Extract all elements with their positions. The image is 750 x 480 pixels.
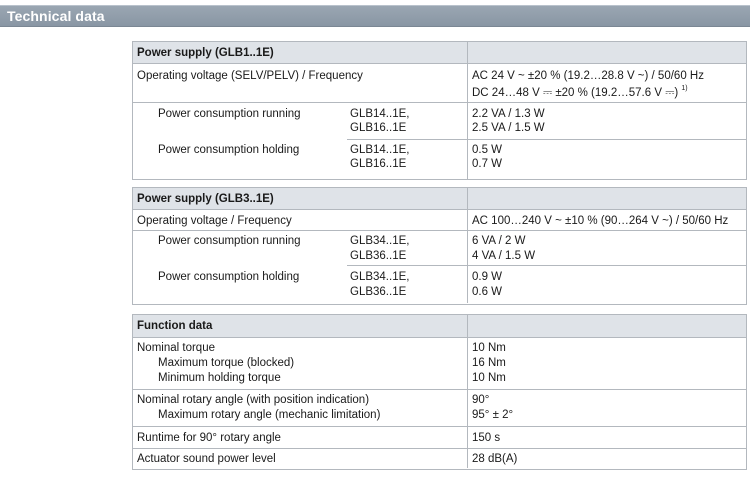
operating-voltage-ac: AC 24 V ~ ±20 % (19.2…28.8 V ~) / 50/60 Hz — [472, 70, 704, 82]
minimum-torque-label: Minimum holding torque — [158, 372, 281, 384]
operating-voltage-row — [133, 209, 746, 230]
table-header-row — [133, 315, 746, 337]
power-supply-glb1-table — [132, 41, 747, 180]
table-title: Power supply (GLB3..1E) — [137, 193, 274, 205]
nominal-angle-value: 90° — [472, 394, 490, 406]
torque-row — [133, 337, 746, 389]
sound-level-row — [133, 448, 746, 468]
section-header-bar — [0, 5, 750, 27]
power-consumption-group — [133, 230, 746, 303]
footnote-marker: 1) — [681, 85, 688, 93]
running-value-1: 6 VA / 2 W — [472, 235, 526, 247]
holding-value-2: 0.6 W — [472, 286, 503, 298]
running-value-2: 4 VA / 1.5 W — [472, 250, 536, 262]
operating-voltage-row — [133, 63, 746, 102]
maximum-torque-value: 16 Nm — [472, 357, 506, 369]
nominal-torque-label: Nominal torque — [137, 342, 215, 354]
running-value-1: 2.2 VA / 1.3 W — [472, 108, 545, 120]
maximum-angle-label: Maximum rotary angle (mechanic limitation) — [158, 409, 381, 421]
holding-label: Power consumption holding — [158, 144, 300, 156]
maximum-torque-label: Maximum torque (blocked) — [158, 357, 295, 369]
runtime-label: Runtime for 90° rotary angle — [137, 432, 281, 444]
holding-model-1: GLB14..1E, — [350, 144, 410, 156]
running-model-2: GLB36..1E — [350, 250, 407, 262]
sound-level-label: Actuator sound power level — [137, 453, 276, 465]
maximum-angle-value: 95° ± 2° — [472, 409, 514, 421]
holding-model-2: GLB16..1E — [350, 158, 407, 170]
rotary-angle-row — [133, 389, 746, 426]
holding-value-1: 0.5 W — [472, 144, 503, 156]
table-title: Function data — [137, 320, 213, 332]
table-header-row — [133, 42, 746, 63]
running-model-1: GLB34..1E, — [350, 235, 410, 247]
sound-level-value: 28 dB(A) — [472, 453, 518, 465]
holding-model-2: GLB36..1E — [350, 286, 407, 298]
power-supply-glb3-table — [132, 187, 747, 305]
holding-model-1: GLB34..1E, — [350, 271, 410, 283]
operating-voltage-label: Operating voltage (SELV/PELV) / Frequency — [137, 70, 363, 82]
running-label: Power consumption running — [158, 108, 301, 120]
table-header-row — [133, 188, 746, 209]
minimum-torque-value: 10 Nm — [472, 372, 506, 384]
running-label: Power consumption running — [158, 235, 301, 247]
running-value-2: 2.5 VA / 1.5 W — [472, 122, 545, 134]
running-model-2: GLB16..1E — [350, 122, 407, 134]
nominal-angle-label: Nominal rotary angle (with position indication) — [137, 394, 370, 406]
holding-value-2: 0.7 W — [472, 158, 503, 170]
section-title: Technical data — [7, 8, 105, 24]
runtime-value: 150 s — [472, 432, 501, 444]
holding-label: Power consumption holding — [158, 271, 300, 283]
runtime-row — [133, 426, 746, 448]
operating-voltage-value: AC 100…240 V ~ ±10 % (90…264 V ~) / 50/60 Hz — [472, 215, 729, 227]
power-consumption-group — [133, 102, 746, 179]
operating-voltage-dc: DC 24…48 V ⎓ ±20 % (19.2…57.6 V ⎓) $^{1)}$ — [472, 85, 688, 99]
table-title: Power supply (GLB1..1E) — [137, 47, 274, 59]
holding-value-1: 0.9 W — [472, 271, 503, 283]
nominal-torque-value: 10 Nm — [472, 342, 506, 354]
function-data-table — [132, 314, 747, 470]
operating-voltage-label: Operating voltage / Frequency — [137, 215, 292, 227]
running-model-1: GLB14..1E, — [350, 108, 410, 120]
